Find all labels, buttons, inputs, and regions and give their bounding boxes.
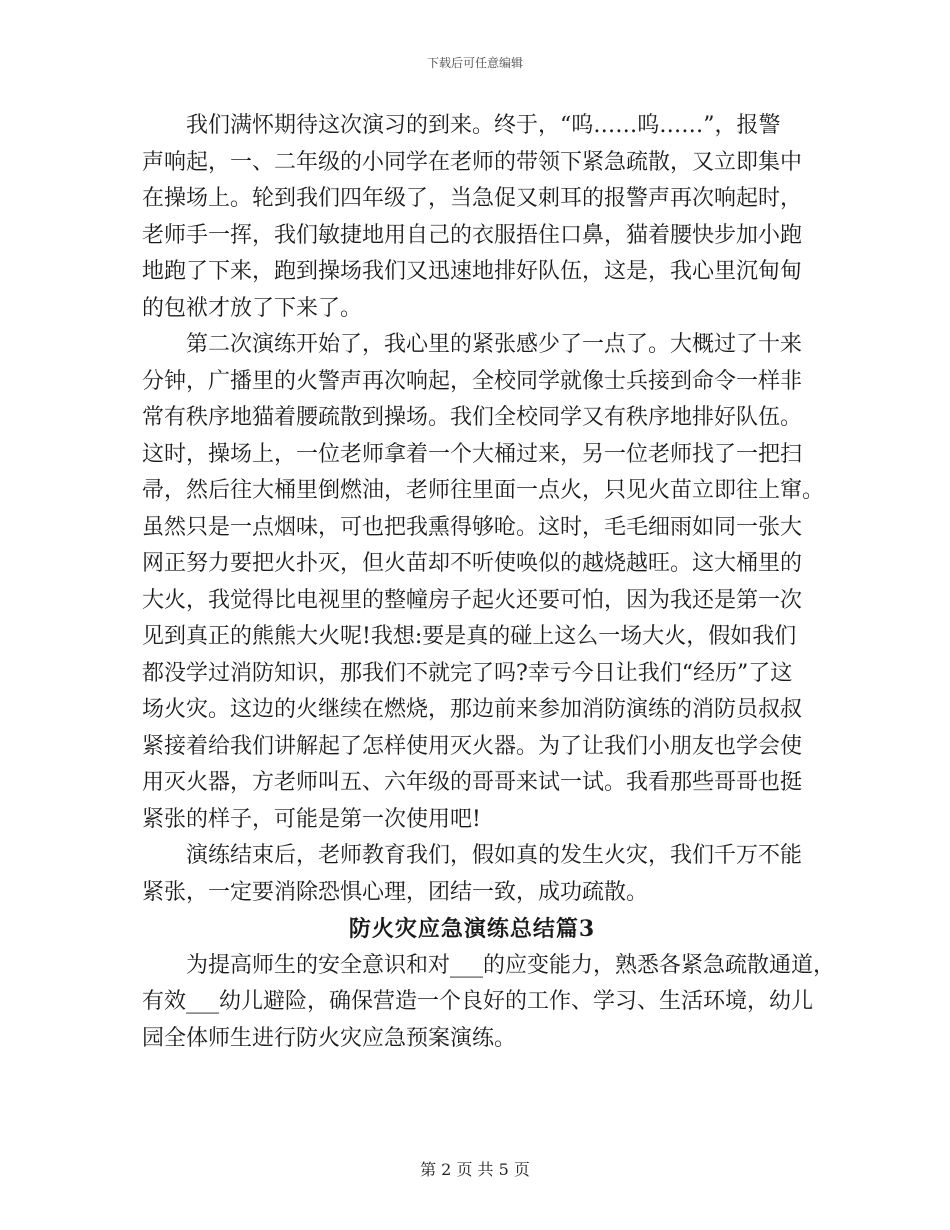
page-number: 第 2 页 共 5 页: [420, 1160, 530, 1179]
header-note: 下载后可任意编辑: [426, 56, 523, 70]
body-line: 用灭火器，方老师叫五、六年级的哥哥来试一试。我看那些哥哥也挺: [142, 770, 803, 795]
body-line: 虽然只是一点烟味，可也把我熏得够呛。这时，毛毛细雨如同一张大: [142, 514, 803, 540]
document-body: [142, 108, 836, 1057]
body-line: 园全体师生进行防火灾应急预案演练。: [142, 1025, 517, 1051]
body-line: 有效___幼儿避险，确保营造一个良好的工作、学习、生活环境，幼儿: [142, 989, 814, 1014]
body-line: 帚，然后往大桶里倒燃油，老师往里面一点火，只见火苗立即往上窜。: [142, 478, 825, 503]
section-heading: 防火灾应急演练总结篇3: [348, 916, 596, 942]
body-line: 声响起，一、二年级的小同学在老师的带领下紧急疏散，又立即集中: [142, 149, 803, 175]
body-line: 这时，操场上，一位老师拿着一个大桶过来，另一位老师找了一把扫: [142, 441, 803, 467]
body-line: 地跑了下来，跑到操场我们又迅速地排好队伍，这是，我心里沉甸甸: [142, 259, 803, 284]
body-line: 都没学过消防知识，那我们不就完了吗?幸亏今日让我们“经历”了这: [142, 660, 793, 686]
body-line: 见到真正的熊熊大火呢!我想:要是真的碰上这么一场大火，假如我们: [142, 624, 797, 649]
body-line: 网正努力要把火扑灭，但火苗却不听使唤似的越烧越旺。这大桶里的: [142, 551, 803, 576]
body-line: 场火灾。这边的火继续在燃烧，那边前来参加消防演练的消防员叔叔: [142, 697, 803, 722]
body-line: 在操场上。轮到我们四年级了，当急促又刺耳的报警声再次响起时，: [142, 186, 803, 211]
body-line: 紧张，一定要消除恐惧心理，团结一致，成功疏散。: [142, 879, 649, 905]
body-line: 我们满怀期待这次演习的到来。终于，“呜……呜……”，报警: [186, 113, 781, 138]
body-line: 常有秩序地猫着腰疏散到操场。我们全校同学又有秩序地排好队伍。: [142, 405, 803, 430]
body-line: 为提高师生的安全意识和对___的应变能力，熟悉各紧急疏散通道，: [186, 952, 836, 978]
body-line: 分钟，广播里的火警声再次响起，全校同学就像士兵接到命令一样非: [142, 368, 803, 394]
body-line: 大火，我觉得比电视里的整幢房子起火还要可怕，因为我还是第一次: [142, 587, 803, 613]
body-line: 的包袱才放了下来了。: [142, 295, 363, 321]
body-line: 紧接着给我们讲解起了怎样使用灭火器。为了让我们小朋友也学会使: [142, 733, 803, 759]
body-line: 老师手一挥，我们敏捷地用自己的衣服捂住口鼻，猫着腰快步加小跑: [142, 222, 803, 248]
body-line: 演练结束后，老师教育我们，假如真的发生火灾，我们千万不能: [186, 843, 803, 868]
body-line: 第二次演练开始了，我心里的紧张感少了一点了。大概过了十来: [186, 332, 803, 357]
body-line: 紧张的样子，可能是第一次使用吧!: [142, 806, 481, 832]
